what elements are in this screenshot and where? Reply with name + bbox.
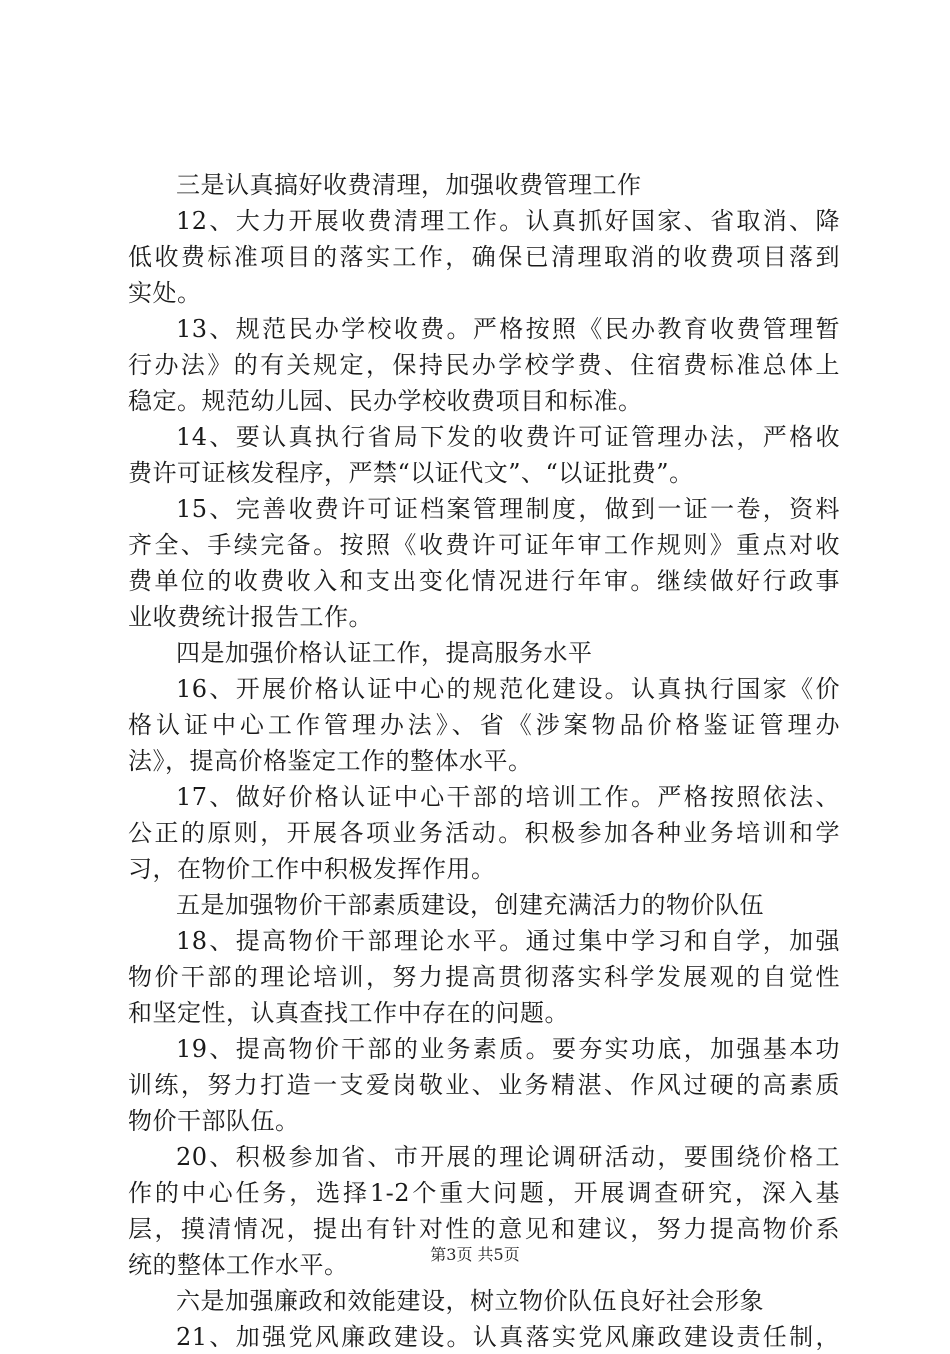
paragraph-line: 业收费统计报告工作。 xyxy=(128,603,373,631)
paragraph-line: 14、要认真执行省局下发的收费许可证管理办法，严格收 xyxy=(176,423,840,451)
section-heading: 四是加强价格认证工作，提高服务水平 xyxy=(176,639,593,667)
paragraph-line: 物价干部的理论培训，努力提高贯彻落实科学发展观的自觉性 xyxy=(128,963,840,991)
paragraph-line: 18、提高物价干部理论水平。通过集中学习和自学，加强 xyxy=(176,927,840,955)
page-number: 第3页 共5页 xyxy=(430,1245,520,1264)
section-heading: 六是加强廉政和效能建设，树立物价队伍良好社会形象 xyxy=(176,1287,764,1315)
paragraph-line: 习，在物价工作中积极发挥作用。 xyxy=(128,855,496,883)
paragraph-line: 统的整体工作水平。 xyxy=(128,1251,349,1279)
paragraph-line: 17、做好价格认证中心干部的培训工作。严格按照依法、 xyxy=(176,783,840,811)
paragraph-line: 低收费标准项目的落实工作，确保已清理取消的收费项目落到 xyxy=(128,243,840,271)
paragraph-line: 公正的原则，开展各项业务活动。积极参加各种业务培训和学 xyxy=(128,819,840,847)
paragraph-line: 和坚定性，认真查找工作中存在的问题。 xyxy=(128,999,569,1027)
section-heading: 三是认真搞好收费清理，加强收费管理工作 xyxy=(176,171,642,199)
paragraph-line: 13、规范民办学校收费。严格按照《民办教育收费管理暂 xyxy=(176,315,840,343)
section-heading: 五是加强物价干部素质建设，创建充满活力的物价队伍 xyxy=(176,891,764,919)
paragraph-line: 19、提高物价干部的业务素质。要夯实功底，加强基本功 xyxy=(176,1035,840,1063)
paragraph-line: 21、加强党风廉政建设。认真落实党风廉政建设责任制， xyxy=(176,1323,840,1351)
paragraph-line: 格认证中心工作管理办法》、省《涉案物品价格鉴证管理办 xyxy=(128,711,840,739)
paragraph-line: 物价干部队伍。 xyxy=(128,1107,300,1135)
paragraph-line: 作的中心任务，选择1-2个重大问题，开展调查研究，深入基 xyxy=(128,1179,840,1207)
paragraph-line: 层，摸清情况，提出有针对性的意见和建议，努力提高物价系 xyxy=(128,1215,840,1243)
paragraph-line: 法》，提高价格鉴定工作的整体水平。 xyxy=(128,747,533,775)
paragraph-line: 费许可证核发程序，严禁“以证代文”、“以证批费”。 xyxy=(128,459,694,487)
paragraph-line: 20、积极参加省、市开展的理论调研活动，要围绕价格工 xyxy=(176,1143,840,1171)
paragraph-line: 行办法》的有关规定，保持民办学校学费、住宿费标准总体上 xyxy=(128,351,840,379)
paragraph-line: 齐全、手续完备。按照《收费许可证年审工作规则》重点对收 xyxy=(128,531,840,559)
paragraph-line: 16、开展价格认证中心的规范化建设。认真执行国家《价 xyxy=(176,675,840,703)
paragraph-line: 训练，努力打造一支爱岗敬业、业务精湛、作风过硬的高素质 xyxy=(128,1071,840,1099)
paragraph-line: 15、完善收费许可证档案管理制度，做到一证一卷，资料 xyxy=(176,495,840,523)
paragraph-line: 12、大力开展收费清理工作。认真抓好国家、省取消、降 xyxy=(176,207,840,235)
page-footer xyxy=(0,1244,950,1266)
paragraph-line: 费单位的收费收入和支出变化情况进行年审。继续做好行政事 xyxy=(128,567,840,595)
paragraph-line: 稳定。规范幼儿园、民办学校收费项目和标准。 xyxy=(128,387,643,415)
paragraph-line: 实处。 xyxy=(128,279,202,307)
